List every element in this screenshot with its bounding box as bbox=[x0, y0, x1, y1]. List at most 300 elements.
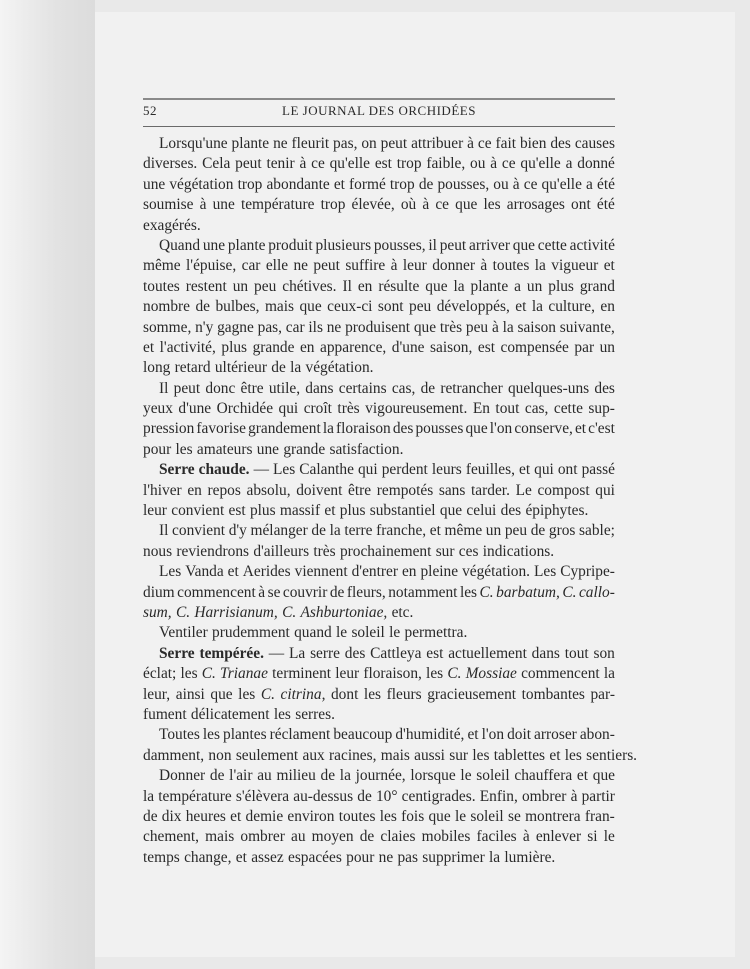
word: substantiel bbox=[369, 502, 436, 520]
word: les bbox=[483, 196, 501, 214]
word: que bbox=[512, 236, 536, 254]
word: les bbox=[238, 685, 256, 703]
word: donné bbox=[577, 155, 615, 173]
word: le bbox=[389, 624, 401, 642]
text-line bbox=[143, 154, 615, 174]
word: qui bbox=[278, 400, 299, 418]
word: franche, bbox=[376, 522, 427, 540]
text-line bbox=[143, 134, 615, 154]
word: son bbox=[593, 644, 615, 662]
text-line bbox=[143, 848, 615, 868]
word: pousses, bbox=[373, 236, 426, 254]
word: massif bbox=[279, 502, 321, 520]
word: plantes bbox=[223, 726, 267, 744]
word: on bbox=[361, 135, 377, 152]
word: fran- bbox=[584, 807, 615, 825]
word: couvrir bbox=[282, 583, 328, 601]
text-line bbox=[143, 766, 615, 786]
word: nous bbox=[143, 542, 173, 560]
word: l'on bbox=[481, 726, 505, 744]
word: à bbox=[491, 318, 499, 336]
word: de bbox=[359, 828, 375, 846]
word: toutes bbox=[338, 807, 376, 825]
word: terre bbox=[344, 522, 373, 540]
word: long bbox=[143, 359, 171, 377]
word: trop bbox=[389, 175, 415, 193]
word: repos bbox=[207, 481, 241, 499]
word: résulte bbox=[378, 277, 420, 295]
word: satisfaction. bbox=[329, 440, 404, 458]
word: commencent bbox=[177, 583, 256, 601]
word: que bbox=[428, 807, 451, 825]
word: plus bbox=[249, 502, 276, 520]
word: mais bbox=[264, 298, 295, 316]
text-line bbox=[143, 318, 615, 338]
word: ce bbox=[523, 175, 538, 193]
word: tarder. bbox=[471, 481, 510, 499]
word: ne bbox=[326, 318, 342, 336]
text-line bbox=[143, 358, 615, 378]
word: peu bbox=[409, 298, 432, 316]
word: le bbox=[460, 767, 472, 785]
word: la bbox=[143, 787, 155, 805]
word: qu'elle bbox=[541, 175, 582, 193]
word: même bbox=[143, 257, 181, 275]
word: sentiers. bbox=[586, 746, 638, 764]
word: un bbox=[232, 277, 249, 295]
word: moyen bbox=[311, 828, 354, 846]
word: a bbox=[514, 277, 521, 295]
word: montrera bbox=[525, 807, 581, 825]
word: toutes bbox=[492, 257, 530, 275]
word: que bbox=[592, 767, 615, 785]
word: peut bbox=[380, 135, 408, 152]
word: suivante, bbox=[559, 318, 615, 336]
word: — bbox=[253, 461, 269, 479]
word: causes bbox=[574, 135, 615, 152]
word: fleurit bbox=[291, 135, 330, 152]
word: peut bbox=[439, 236, 467, 254]
word: leur, bbox=[143, 685, 171, 703]
word: à bbox=[570, 787, 578, 805]
word: les bbox=[379, 807, 397, 825]
word: d'une bbox=[391, 338, 425, 356]
word: à bbox=[512, 175, 520, 193]
word: donner bbox=[432, 257, 475, 275]
word: et bbox=[143, 338, 155, 356]
word: peut bbox=[313, 257, 340, 275]
word: au-dessus bbox=[293, 787, 354, 805]
text-line bbox=[143, 256, 615, 276]
word: quand bbox=[294, 624, 332, 642]
word: fleurs, bbox=[346, 583, 386, 601]
word: prudemment bbox=[212, 624, 290, 642]
word: cas, bbox=[524, 400, 549, 418]
word: soleil bbox=[351, 624, 385, 642]
section-heading-word: tempérée. bbox=[199, 644, 264, 662]
word: commencent bbox=[521, 665, 600, 683]
word: enlever bbox=[535, 828, 582, 846]
word: seulement bbox=[235, 746, 299, 764]
word: quelques-uns bbox=[507, 379, 590, 397]
word: pas, bbox=[333, 135, 358, 152]
word: le bbox=[336, 624, 348, 642]
word: n'y bbox=[195, 318, 214, 336]
word: elle bbox=[265, 257, 289, 275]
word: heures bbox=[185, 807, 226, 825]
text-line bbox=[143, 685, 615, 705]
section-heading-word: Serre bbox=[159, 461, 195, 479]
word: Aerides bbox=[242, 563, 291, 581]
word: qui bbox=[595, 481, 615, 499]
word: d'ailleurs bbox=[253, 542, 310, 560]
species-name-word: C. bbox=[479, 583, 494, 601]
word: à bbox=[199, 196, 207, 214]
word: ce bbox=[477, 135, 492, 152]
word: prochainement bbox=[339, 542, 432, 560]
word: développés, bbox=[436, 298, 510, 316]
word: claies bbox=[380, 828, 416, 846]
word: attribuer bbox=[411, 135, 464, 152]
word: peut bbox=[235, 155, 262, 173]
word: trop bbox=[320, 196, 346, 214]
word: d'y bbox=[228, 522, 247, 540]
word: indications. bbox=[482, 542, 555, 560]
word: épiphytes. bbox=[525, 502, 589, 520]
word: élevée, bbox=[351, 196, 395, 214]
word: pour bbox=[143, 440, 172, 458]
word: le bbox=[603, 828, 615, 846]
word: délicatement bbox=[190, 705, 270, 723]
word: qu'elle bbox=[520, 155, 561, 173]
species-name-word: C. bbox=[282, 603, 297, 621]
species-name-word: Ashburtoniae, bbox=[300, 603, 388, 621]
word: des bbox=[594, 379, 615, 397]
species-name-word: Trianae bbox=[220, 665, 268, 683]
word: l'air bbox=[229, 767, 253, 785]
word: fument bbox=[143, 705, 187, 723]
word: végétation bbox=[169, 175, 234, 193]
word: mobiles bbox=[421, 828, 471, 846]
word: partir bbox=[581, 787, 615, 805]
word: journée, bbox=[355, 767, 406, 785]
word: feuilles, bbox=[465, 461, 515, 479]
word: environ bbox=[287, 807, 335, 825]
word: des bbox=[550, 135, 571, 152]
word: très bbox=[439, 318, 463, 336]
word: bien bbox=[519, 135, 547, 152]
word: En bbox=[472, 400, 490, 418]
word: à bbox=[299, 155, 307, 173]
word: Cattleya bbox=[370, 644, 422, 662]
word: sont bbox=[377, 298, 404, 316]
word: serre bbox=[310, 644, 340, 662]
running-header bbox=[143, 103, 615, 121]
word: plus bbox=[339, 502, 366, 520]
word: espacées bbox=[287, 848, 342, 866]
word: ainsi bbox=[175, 685, 205, 703]
word: Il bbox=[159, 522, 169, 540]
word: ne bbox=[378, 848, 394, 866]
word: ont bbox=[557, 461, 578, 479]
word: les bbox=[459, 583, 478, 601]
word: la bbox=[502, 318, 514, 336]
word: exagérés. bbox=[143, 216, 201, 234]
word: produisent bbox=[345, 318, 411, 336]
word: ce bbox=[311, 155, 325, 173]
word: conserve, bbox=[514, 420, 573, 438]
word: de bbox=[311, 522, 326, 540]
species-name-word: C. bbox=[562, 583, 577, 601]
word: faible, bbox=[426, 155, 466, 173]
word: amateurs bbox=[196, 440, 253, 458]
word: retard bbox=[174, 359, 211, 377]
word: ont bbox=[571, 196, 591, 214]
word: trop bbox=[237, 175, 263, 193]
word: apparence, bbox=[320, 338, 387, 356]
word: doit bbox=[507, 726, 532, 744]
word: cette bbox=[553, 400, 583, 418]
word: que bbox=[210, 685, 233, 703]
word: et bbox=[574, 420, 587, 438]
word: les bbox=[363, 685, 382, 703]
word: et bbox=[515, 298, 527, 316]
word: peu bbox=[504, 522, 528, 540]
word: serres. bbox=[295, 705, 335, 723]
word: été bbox=[596, 196, 615, 214]
word: non bbox=[208, 746, 232, 764]
word: arroser bbox=[534, 726, 577, 744]
word: lorsque bbox=[410, 767, 456, 785]
word: une bbox=[202, 236, 226, 254]
word: se bbox=[267, 583, 281, 601]
text-line bbox=[143, 379, 615, 399]
word: que bbox=[465, 420, 488, 438]
word: des bbox=[500, 502, 522, 520]
word: compensée bbox=[500, 338, 569, 356]
word: pression bbox=[143, 420, 195, 438]
word: sur bbox=[435, 542, 455, 560]
word: d'humidité, bbox=[395, 726, 465, 744]
word: dont bbox=[330, 685, 359, 703]
word: d'une bbox=[178, 400, 212, 418]
word: par bbox=[574, 338, 595, 356]
word: l'activité, bbox=[159, 338, 216, 356]
word: une bbox=[143, 175, 166, 193]
word: en bbox=[187, 481, 202, 499]
species-name-word: C. bbox=[175, 603, 191, 621]
word: Les bbox=[534, 563, 557, 581]
word: celui bbox=[466, 502, 497, 520]
word: Il bbox=[159, 379, 169, 397]
word: des bbox=[344, 644, 366, 662]
word: notamment bbox=[388, 583, 458, 601]
word: chétives. bbox=[282, 277, 337, 295]
word: plante bbox=[470, 277, 509, 295]
word: s'élèvera bbox=[235, 787, 290, 805]
word: ne bbox=[293, 257, 308, 275]
word: utile, bbox=[268, 379, 301, 397]
word: peut bbox=[173, 379, 201, 397]
word: donc bbox=[205, 379, 236, 397]
word: température bbox=[158, 787, 232, 805]
word: de bbox=[209, 767, 225, 785]
word: si bbox=[587, 828, 598, 846]
word: même bbox=[444, 522, 483, 540]
species-name-word: citrina, bbox=[280, 685, 326, 703]
word: demie bbox=[245, 807, 284, 825]
word: assez bbox=[251, 848, 284, 866]
word: les bbox=[175, 440, 193, 458]
word: la bbox=[453, 277, 465, 295]
header-top-rule bbox=[143, 98, 615, 100]
text-line bbox=[143, 644, 615, 664]
species-name-word: callo- bbox=[578, 583, 615, 601]
word: vigoureusement. bbox=[365, 400, 468, 418]
word: aussi bbox=[414, 746, 445, 764]
word: et bbox=[235, 848, 247, 866]
word: l'hiver bbox=[143, 481, 182, 499]
header-bottom-rule bbox=[143, 126, 615, 127]
word: leurs bbox=[431, 461, 462, 479]
word: convient bbox=[172, 522, 226, 540]
word: une bbox=[256, 440, 280, 458]
word: convient bbox=[171, 502, 225, 520]
word: à bbox=[422, 196, 430, 214]
word: c'est bbox=[588, 420, 615, 438]
text-line bbox=[143, 236, 615, 256]
word: beaucoup bbox=[333, 726, 393, 744]
text-line bbox=[143, 827, 615, 847]
word: et bbox=[467, 726, 479, 744]
word: éclat; bbox=[143, 665, 177, 683]
word: et bbox=[603, 257, 615, 275]
text-line bbox=[143, 195, 615, 215]
word: réclament bbox=[269, 726, 331, 744]
word: grande bbox=[283, 440, 326, 458]
word: tombantes bbox=[521, 685, 585, 703]
word: racines, bbox=[329, 746, 377, 764]
word: retrancher bbox=[440, 379, 503, 397]
word: pas, bbox=[257, 318, 282, 336]
word: somme, bbox=[143, 318, 192, 336]
article-body bbox=[143, 134, 638, 868]
word: etc. bbox=[391, 603, 414, 621]
word: Vanda bbox=[185, 563, 224, 581]
word: mélanger bbox=[250, 522, 308, 540]
word: de bbox=[418, 175, 434, 193]
word: que bbox=[425, 277, 448, 295]
word: mais bbox=[380, 746, 410, 764]
word: ce bbox=[501, 155, 516, 173]
text-line bbox=[143, 216, 615, 236]
word: leur bbox=[402, 257, 427, 275]
word: mais bbox=[205, 828, 235, 846]
word: a bbox=[565, 155, 573, 173]
word: Quand bbox=[159, 236, 201, 254]
word: absolu, bbox=[246, 481, 291, 499]
word: car bbox=[285, 318, 305, 336]
word: floraison bbox=[336, 420, 391, 438]
text-line bbox=[143, 338, 615, 358]
word: gracieusement bbox=[427, 685, 517, 703]
word: au bbox=[257, 767, 272, 785]
species-name-word: barbatum, bbox=[496, 583, 560, 601]
word: de bbox=[271, 359, 286, 377]
word: change, bbox=[184, 848, 232, 866]
word: est bbox=[374, 155, 392, 173]
word: Les bbox=[272, 461, 296, 479]
word: Lorsqu'une bbox=[159, 135, 228, 152]
word: ce bbox=[435, 196, 450, 214]
word: été bbox=[596, 175, 615, 193]
word: qui bbox=[534, 461, 554, 479]
word: en bbox=[299, 338, 315, 356]
species-name-word: C. bbox=[260, 685, 275, 703]
word: dans bbox=[305, 379, 334, 397]
text-line bbox=[143, 419, 615, 439]
word: restent bbox=[185, 277, 227, 295]
word: être bbox=[240, 379, 264, 397]
word: de bbox=[329, 583, 345, 601]
word: à bbox=[390, 257, 398, 275]
word: aux bbox=[302, 746, 325, 764]
word: arriver bbox=[468, 236, 510, 254]
word: grandement bbox=[248, 420, 321, 438]
word: qu'elle bbox=[329, 155, 370, 173]
word: et bbox=[333, 175, 345, 193]
word: soleil bbox=[470, 807, 504, 825]
word: pousses bbox=[415, 420, 464, 438]
word: d'entrer bbox=[351, 563, 398, 581]
word: est bbox=[228, 502, 246, 520]
word: gros bbox=[548, 522, 576, 540]
text-line bbox=[143, 521, 615, 541]
word: la bbox=[603, 665, 615, 683]
word: saison bbox=[517, 318, 556, 336]
word: la bbox=[339, 767, 351, 785]
word: milieu bbox=[276, 767, 316, 785]
word: et bbox=[549, 746, 561, 764]
word: plus bbox=[548, 277, 574, 295]
word: ou bbox=[470, 155, 486, 173]
word: les bbox=[472, 746, 490, 764]
word: et bbox=[324, 502, 336, 520]
text-line bbox=[143, 787, 615, 807]
word: dix bbox=[161, 807, 182, 825]
word: température bbox=[240, 196, 315, 214]
word: passé bbox=[581, 461, 615, 479]
word: un bbox=[485, 522, 502, 540]
word: Les bbox=[159, 563, 182, 581]
word: l'épuise, bbox=[186, 257, 237, 275]
word: que bbox=[299, 298, 322, 316]
word: être bbox=[348, 481, 372, 499]
word: damment, bbox=[143, 746, 205, 764]
text-line bbox=[143, 746, 638, 766]
word: a bbox=[586, 175, 593, 193]
word: soleil bbox=[476, 767, 510, 785]
word: compost bbox=[537, 481, 590, 499]
word: plusieurs bbox=[315, 236, 372, 254]
word: plante bbox=[227, 236, 266, 254]
word: à bbox=[480, 257, 488, 275]
word: pleine bbox=[420, 563, 459, 581]
word: Le bbox=[515, 481, 532, 499]
word: faciles bbox=[476, 828, 517, 846]
word: la bbox=[329, 522, 341, 540]
word: ultérieur bbox=[214, 359, 267, 377]
